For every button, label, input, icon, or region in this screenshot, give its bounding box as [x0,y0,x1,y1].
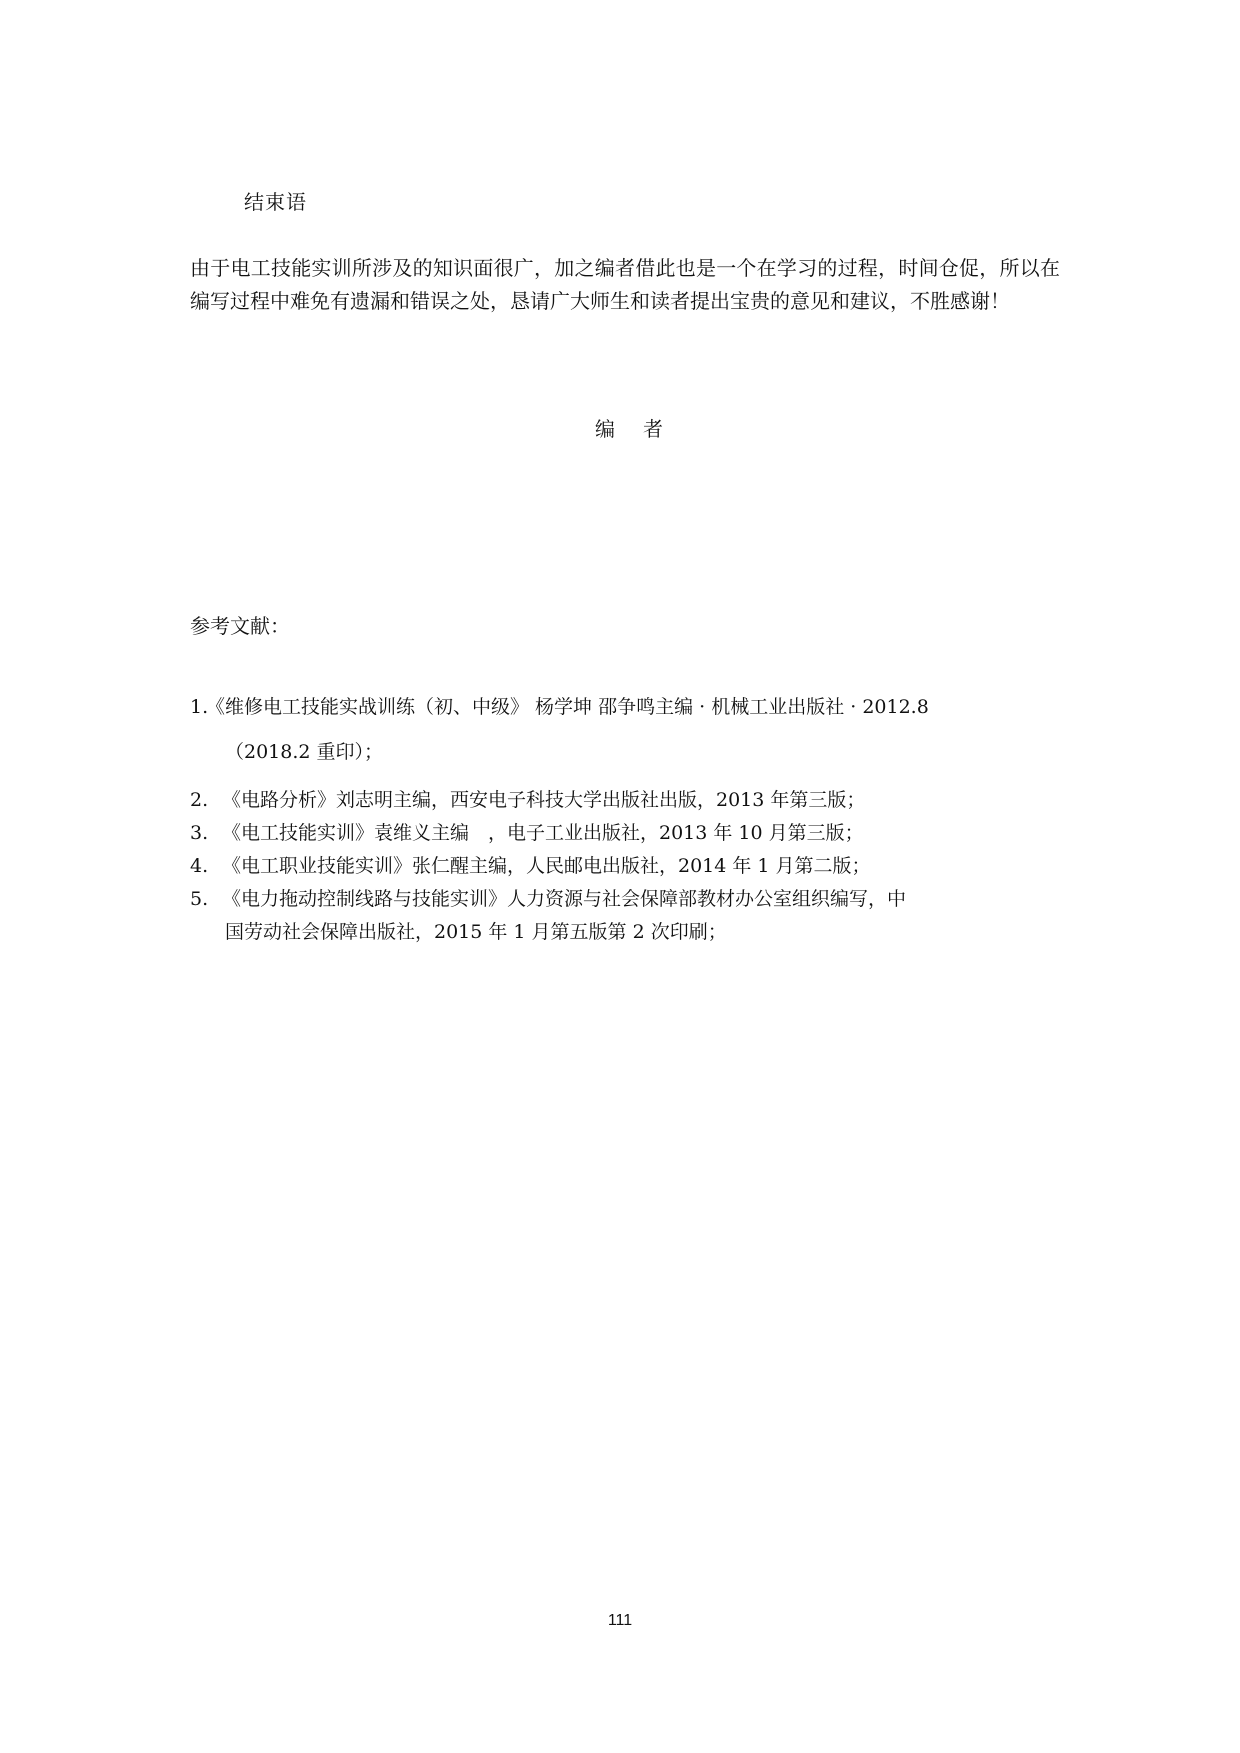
reference-number: 3. [190,822,209,844]
reference-item [190,884,906,911]
reference-continuation: 国劳动社会保障出版社，2015 年 1 月第五版第 2 次印刷； [225,921,727,943]
page-number: 111 [607,1612,633,1629]
references-heading: 参考文献： [190,614,290,638]
author-signature [595,413,663,442]
reference-item [190,785,865,812]
conclusion-title: 结束语 [244,190,307,214]
reference-item [190,692,929,719]
reference-text: 《电力拖动控制线路与技能实训》人力资源与社会保障部教材办公室组织编写，中 [222,888,907,910]
reference-text: 《维修电工技能实战训练（初、中级》 杨学坤 邵争鸣主编 · 机械工业出版社 · 2012.8 [206,696,929,718]
reference-number: 1. [190,696,209,718]
reference-number: 4. [190,855,209,877]
reference-continuation: （2018.2 重印）； [225,741,384,763]
reference-item [190,818,864,845]
reference-text: 《电路分析》刘志明主编，西安电子科技大学出版社出版，2013 年第三版； [222,789,866,811]
reference-text: 《电工职业技能实训》张仁醒主编，人民邮电出版社，2014 年 1 月第二版； [222,855,871,877]
reference-number: 5. [190,888,209,910]
signature-char-first: 编 [595,417,615,441]
reference-text: 《电工技能实训》袁维义主编 ，电子工业出版社，2013 年 10 月第三版； [222,822,864,844]
reference-number: 2. [190,789,209,811]
reference-item [190,851,871,878]
conclusion-paragraph: 由于电工技能实训所涉及的知识面很广，加之编者借此也是一个在学习的过程，时间仓促，所以在编写过程中难免有遗漏和错误之处，恳请广大师生和读者提出宝贵的意见和建议，不胜感谢！ [190,256,1060,313]
signature-char-second: 者 [643,417,663,441]
